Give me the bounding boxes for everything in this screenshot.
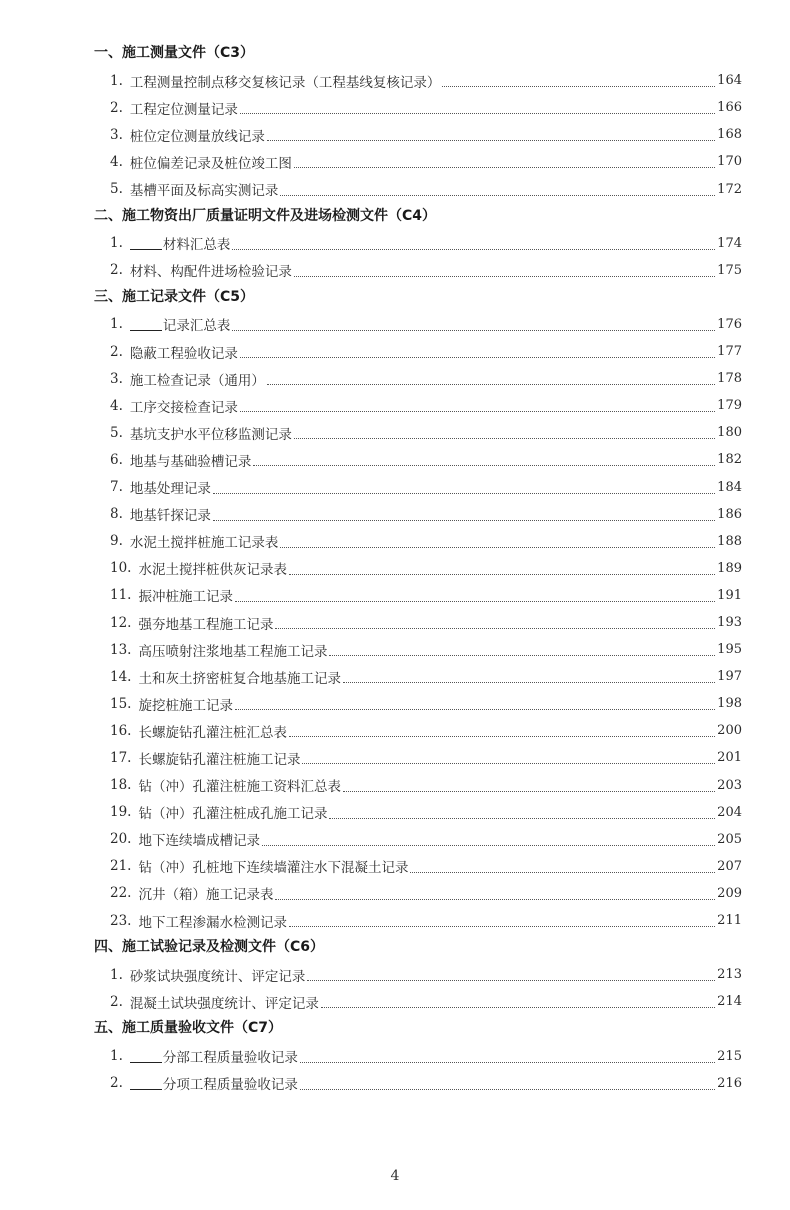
- toc-entry[interactable]: [94, 799, 742, 826]
- entry-title: 材料、构配件进场检验记录: [129, 264, 292, 281]
- toc-entry[interactable]: [94, 175, 742, 202]
- entry-page-number: 207: [717, 858, 742, 874]
- entry-number: 2.: [110, 262, 123, 279]
- entry-title: 工程定位测量记录: [129, 101, 238, 118]
- section-heading: 四、施工试验记录及检测文件（C6）: [94, 939, 325, 956]
- entry-title: 地下工程渗漏水检测记录: [138, 914, 287, 931]
- section-heading: 三、施工记录文件（C5）: [94, 288, 255, 305]
- entry-number: 2.: [110, 1075, 123, 1092]
- dot-leader: [232, 249, 715, 250]
- toc-entry[interactable]: [94, 961, 742, 988]
- entry-page-number: 200: [717, 723, 742, 739]
- dot-leader: [213, 520, 715, 521]
- toc-entry[interactable]: [94, 609, 742, 636]
- toc-entry[interactable]: [94, 663, 742, 690]
- toc-entry[interactable]: [94, 582, 742, 609]
- entry-title: 地基与基础验槽记录: [129, 453, 252, 470]
- entry-page-number: 168: [717, 127, 742, 143]
- entry-page-number: 195: [717, 642, 742, 658]
- toc-entry[interactable]: [94, 67, 742, 94]
- entry-page-number: 189: [717, 560, 742, 576]
- entry-title: 分项工程质量验收记录: [162, 1077, 298, 1094]
- dot-leader: [289, 574, 715, 575]
- entry-title: 材料汇总表: [162, 237, 231, 254]
- toc-entry[interactable]: [94, 419, 742, 446]
- dot-leader: [294, 438, 715, 439]
- entry-number: 7.: [110, 479, 123, 496]
- toc-entry[interactable]: [94, 446, 742, 473]
- page-number: 4: [390, 1168, 400, 1184]
- entry-title: 地基处理记录: [129, 481, 211, 498]
- entry-number: 2.: [110, 99, 123, 116]
- entry-page-number: 213: [717, 967, 742, 983]
- dot-leader: [300, 1089, 715, 1090]
- entry-number: 1.: [110, 72, 123, 89]
- dot-leader: [294, 167, 715, 168]
- entry-title: 水泥土搅拌桩施工记录表: [129, 535, 279, 552]
- toc-entry[interactable]: [94, 690, 742, 717]
- entry-number: 4.: [110, 397, 123, 414]
- entry-title: 地基钎探记录: [129, 508, 211, 525]
- entry-title: 钻（冲）孔灌注桩施工资料汇总表: [138, 779, 341, 796]
- entry-number: 1.: [110, 235, 123, 252]
- entry-page-number: 188: [717, 533, 742, 549]
- toc-entry[interactable]: [94, 257, 742, 284]
- entry-page-number: 179: [717, 398, 742, 414]
- entry-page-number: 164: [717, 73, 742, 89]
- toc-entry[interactable]: [94, 1042, 742, 1069]
- dot-leader: [262, 845, 715, 846]
- toc-entry[interactable]: [94, 121, 742, 148]
- toc-entry[interactable]: [94, 988, 742, 1015]
- entry-number: 13.: [110, 641, 132, 658]
- dot-leader: [302, 763, 715, 764]
- section-heading: 二、施工物资出厂质量证明文件及进场检测文件（C4）: [94, 207, 437, 224]
- entry-number: 18.: [110, 777, 132, 794]
- entry-number: 15.: [110, 695, 132, 712]
- entry-number: 3.: [110, 370, 123, 387]
- entry-page-number: 176: [717, 316, 742, 332]
- section-heading: 一、施工测量文件（C3）: [94, 45, 255, 61]
- entry-title: 水泥土搅拌桩供灰记录表: [138, 562, 287, 579]
- entry-page-number: 177: [717, 344, 742, 360]
- entry-page-number: 193: [717, 615, 742, 631]
- dot-leader: [329, 655, 715, 656]
- toc-entry[interactable]: [94, 230, 742, 257]
- dot-leader: [307, 980, 715, 981]
- dot-leader: [329, 818, 715, 819]
- entry-page-number: 197: [717, 669, 742, 685]
- fill-in-blank: [130, 318, 162, 331]
- entry-page-number: 203: [717, 777, 742, 793]
- entry-number: 5.: [110, 424, 123, 441]
- fill-in-blank: [130, 237, 162, 250]
- entry-title: 长螺旋钻孔灌注桩施工记录: [138, 751, 301, 768]
- dot-leader: [442, 86, 715, 87]
- entry-page-number: 182: [717, 452, 742, 468]
- entry-page-number: 198: [717, 696, 742, 712]
- dot-leader: [213, 493, 715, 494]
- dot-leader: [253, 465, 715, 466]
- entry-number: 19.: [110, 804, 132, 821]
- entry-page-number: 191: [717, 587, 742, 603]
- toc-entry[interactable]: [94, 474, 742, 501]
- entry-title: 地下连续墙成槽记录: [138, 833, 260, 850]
- toc-entry[interactable]: [94, 338, 742, 365]
- entry-page-number: 170: [717, 154, 742, 170]
- entry-page-number: 178: [717, 371, 742, 387]
- entry-page-number: 174: [717, 235, 742, 251]
- entry-page-number: 214: [717, 994, 742, 1010]
- toc-entry[interactable]: [94, 94, 742, 121]
- dot-leader: [410, 872, 715, 873]
- dot-leader: [289, 926, 715, 927]
- entry-number: 11.: [110, 587, 132, 604]
- entry-number: 1.: [110, 966, 123, 983]
- toc-entry[interactable]: [94, 528, 742, 555]
- toc-entry[interactable]: [94, 717, 742, 744]
- entry-page-number: 211: [717, 913, 742, 929]
- entry-title: 工序交接检查记录: [129, 399, 238, 416]
- entry-title: 施工检查记录（通用）: [129, 372, 265, 389]
- entry-title: 长螺旋钻孔灌注桩汇总表: [138, 724, 287, 741]
- dot-leader: [294, 276, 715, 277]
- entry-title: 砂浆试块强度统计、评定记录: [129, 968, 306, 985]
- entry-page-number: 184: [717, 479, 742, 495]
- entry-page-number: 216: [717, 1075, 742, 1091]
- entry-number: 9.: [110, 533, 123, 550]
- dot-leader: [267, 140, 715, 141]
- entry-number: 10.: [110, 560, 132, 577]
- entry-number: 14.: [110, 668, 132, 685]
- entry-title: 沉井（箱）施工记录表: [138, 887, 274, 904]
- dot-leader: [321, 1007, 715, 1008]
- entry-title: 混凝土试块强度统计、评定记录: [129, 995, 319, 1012]
- entry-title: 高压喷射注浆地基工程施工记录: [138, 643, 328, 660]
- toc-entry[interactable]: [94, 1070, 742, 1097]
- dot-leader: [280, 547, 715, 548]
- toc-entry[interactable]: [94, 636, 742, 663]
- entry-title: 振冲桩施工记录: [138, 589, 233, 606]
- entry-number: 22.: [110, 885, 132, 902]
- toc-entry[interactable]: [94, 311, 742, 338]
- toc-entry[interactable]: [94, 148, 742, 175]
- entry-title: 土和灰土挤密桩复合地基施工记录: [138, 670, 341, 687]
- entry-number: 2.: [110, 343, 123, 360]
- entry-number: 23.: [110, 912, 132, 929]
- entry-title: 基槽平面及标高实测记录: [129, 183, 279, 200]
- dot-leader: [343, 791, 715, 792]
- entry-number: 21.: [110, 858, 132, 875]
- entry-title: 桩位偏差记录及桩位竣工图: [129, 155, 292, 172]
- toc-entry[interactable]: [94, 907, 742, 934]
- section-heading: 五、施工质量验收文件（C7）: [94, 1020, 283, 1037]
- entry-page-number: 166: [717, 100, 742, 116]
- entry-number: 12.: [110, 614, 132, 631]
- toc-entry[interactable]: [94, 772, 742, 799]
- dot-leader: [280, 195, 715, 196]
- entry-number: 20.: [110, 831, 132, 848]
- toc-entry[interactable]: [94, 501, 742, 528]
- entry-number: 17.: [110, 749, 132, 766]
- toc-entry[interactable]: [94, 853, 742, 880]
- toc-entry[interactable]: [94, 555, 742, 582]
- entry-page-number: 180: [717, 425, 742, 441]
- entry-number: 8.: [110, 506, 123, 523]
- entry-number: 3.: [110, 126, 123, 143]
- entry-number: 16.: [110, 722, 132, 739]
- entry-page-number: 215: [717, 1048, 742, 1064]
- entry-page-number: 209: [717, 885, 742, 901]
- fill-in-blank: [130, 1050, 162, 1063]
- dot-leader: [240, 357, 715, 358]
- entry-title: 工程测量控制点移交复核记录（工程基线复核记录）: [129, 74, 441, 91]
- entry-title: 桩位定位测量放线记录: [129, 128, 265, 145]
- toc-entry[interactable]: [94, 392, 742, 419]
- entry-title: 强夯地基工程施工记录: [138, 616, 274, 633]
- entry-title: 钻（冲）孔桩地下连续墙灌注水下混凝土记录: [138, 860, 409, 877]
- entry-page-number: 175: [717, 262, 742, 278]
- dot-leader: [235, 601, 715, 602]
- entry-title: 记录汇总表: [162, 318, 231, 335]
- dot-leader: [240, 113, 715, 114]
- dot-leader: [343, 682, 715, 683]
- dot-leader: [235, 709, 715, 710]
- toc-entry[interactable]: [94, 744, 742, 771]
- entry-number: 5.: [110, 181, 123, 198]
- toc-entry[interactable]: [94, 826, 742, 853]
- entry-number: 4.: [110, 153, 123, 170]
- toc-entry[interactable]: [94, 880, 742, 907]
- entry-title: 旋挖桩施工记录: [138, 697, 233, 714]
- entry-page-number: 204: [717, 804, 742, 820]
- entry-page-number: 172: [717, 181, 742, 197]
- dot-leader: [275, 899, 715, 900]
- dot-leader: [267, 384, 715, 385]
- toc-entry[interactable]: [94, 365, 742, 392]
- dot-leader: [240, 411, 715, 412]
- dot-leader: [275, 628, 715, 629]
- entry-number: 2.: [110, 993, 123, 1010]
- entry-page-number: 186: [717, 506, 742, 522]
- entry-number: 6.: [110, 451, 123, 468]
- dot-leader: [289, 736, 715, 737]
- entry-number: 1.: [110, 1048, 123, 1065]
- dot-leader: [232, 330, 715, 331]
- fill-in-blank: [130, 1077, 162, 1090]
- dot-leader: [300, 1062, 715, 1063]
- entry-title: 基坑支护水平位移监测记录: [129, 426, 292, 443]
- entry-number: 1.: [110, 316, 123, 333]
- table-of-contents: [94, 40, 742, 1097]
- entry-title: 分部工程质量验收记录: [162, 1050, 298, 1067]
- entry-page-number: 205: [717, 831, 742, 847]
- entry-title: 隐蔽工程验收记录: [129, 345, 238, 362]
- entry-title: 钻（冲）孔灌注桩成孔施工记录: [138, 806, 328, 823]
- entry-page-number: 201: [717, 750, 742, 766]
